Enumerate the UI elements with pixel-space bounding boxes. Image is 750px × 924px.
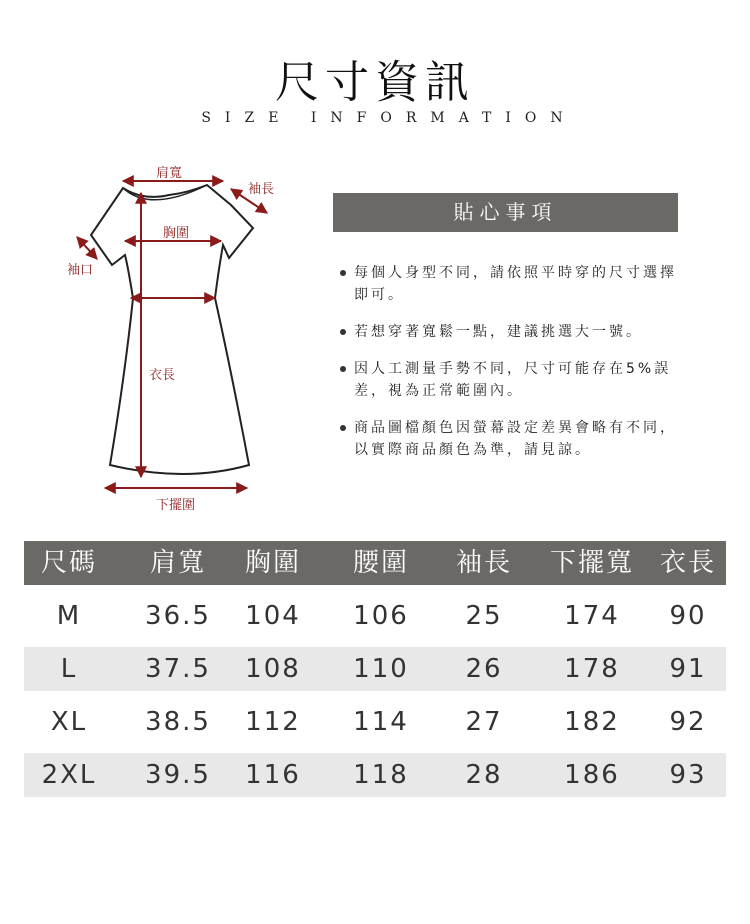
cell-chest: 108 bbox=[245, 654, 301, 684]
cell-shoulder: 37.5 bbox=[145, 654, 211, 684]
page-title: 尺寸資訊 bbox=[275, 57, 475, 108]
header-size: 尺碼 bbox=[40, 548, 97, 578]
cell-hem: 186 bbox=[564, 760, 620, 790]
cell-shoulder: 38.5 bbox=[145, 707, 211, 737]
notes-header: 貼心事項 bbox=[333, 193, 678, 232]
header-waist: 腰圍 bbox=[352, 548, 409, 578]
cell-chest: 116 bbox=[245, 760, 301, 790]
cell-length: 91 bbox=[669, 654, 707, 684]
cell-waist: 114 bbox=[353, 707, 409, 737]
notes-list bbox=[340, 262, 680, 476]
cell-size: M bbox=[56, 601, 82, 631]
cell-chest: 112 bbox=[245, 707, 301, 737]
cell-length: 93 bbox=[669, 760, 707, 790]
label-hem: 下擺圍 bbox=[156, 498, 196, 513]
cell-length: 92 bbox=[669, 707, 707, 737]
cell-size: 2XL bbox=[41, 760, 97, 790]
header-hem: 下擺寬 bbox=[549, 548, 634, 578]
table-header-row bbox=[24, 541, 726, 585]
header-chest: 胸圍 bbox=[244, 548, 301, 578]
cell-shoulder: 36.5 bbox=[145, 601, 211, 631]
label-chest: 胸圍 bbox=[163, 226, 190, 241]
cell-hem: 174 bbox=[564, 601, 620, 631]
cell-chest: 104 bbox=[245, 601, 301, 631]
label-sleeve-length: 袖長 bbox=[248, 182, 275, 197]
cell-hem: 182 bbox=[564, 707, 620, 737]
header-length: 衣長 bbox=[659, 548, 716, 578]
table-row bbox=[24, 594, 726, 638]
label-length: 衣長 bbox=[149, 368, 176, 383]
note-item: 因人工測量手勢不同，尺寸可能存在5%誤差，視為正常範圍內。 bbox=[340, 358, 680, 402]
label-cuff: 袖口 bbox=[67, 263, 94, 278]
note-item: 若想穿著寬鬆一點，建議挑選大一號。 bbox=[340, 321, 680, 343]
cell-sleeve: 28 bbox=[465, 760, 503, 790]
table-row bbox=[24, 647, 726, 691]
cell-size: XL bbox=[50, 707, 88, 737]
note-item: 商品圖檔顏色因螢幕設定差異會略有不同，以實際商品顏色為準，請見諒。 bbox=[340, 417, 680, 461]
cell-hem: 178 bbox=[564, 654, 620, 684]
cell-waist: 110 bbox=[353, 654, 409, 684]
note-item: 每個人身型不同，請依照平時穿的尺寸選擇即可。 bbox=[340, 262, 680, 306]
label-shoulder: 肩寬 bbox=[156, 166, 183, 181]
table-row bbox=[24, 700, 726, 744]
table-row bbox=[24, 753, 726, 797]
cell-shoulder: 39.5 bbox=[145, 760, 211, 790]
cell-length: 90 bbox=[669, 601, 707, 631]
cell-size: L bbox=[60, 654, 78, 684]
cell-sleeve: 26 bbox=[465, 654, 503, 684]
header-shoulder: 肩寬 bbox=[149, 548, 206, 578]
header-sleeve: 袖長 bbox=[455, 548, 512, 578]
dress-outline bbox=[55, 155, 305, 515]
cell-waist: 118 bbox=[353, 760, 409, 790]
cell-sleeve: 25 bbox=[465, 601, 503, 631]
page-subtitle: SIZE INFORMATION bbox=[201, 110, 577, 126]
cell-waist: 106 bbox=[353, 601, 409, 631]
size-table bbox=[24, 541, 726, 806]
cell-sleeve: 27 bbox=[465, 707, 503, 737]
dress-diagram bbox=[55, 155, 305, 515]
